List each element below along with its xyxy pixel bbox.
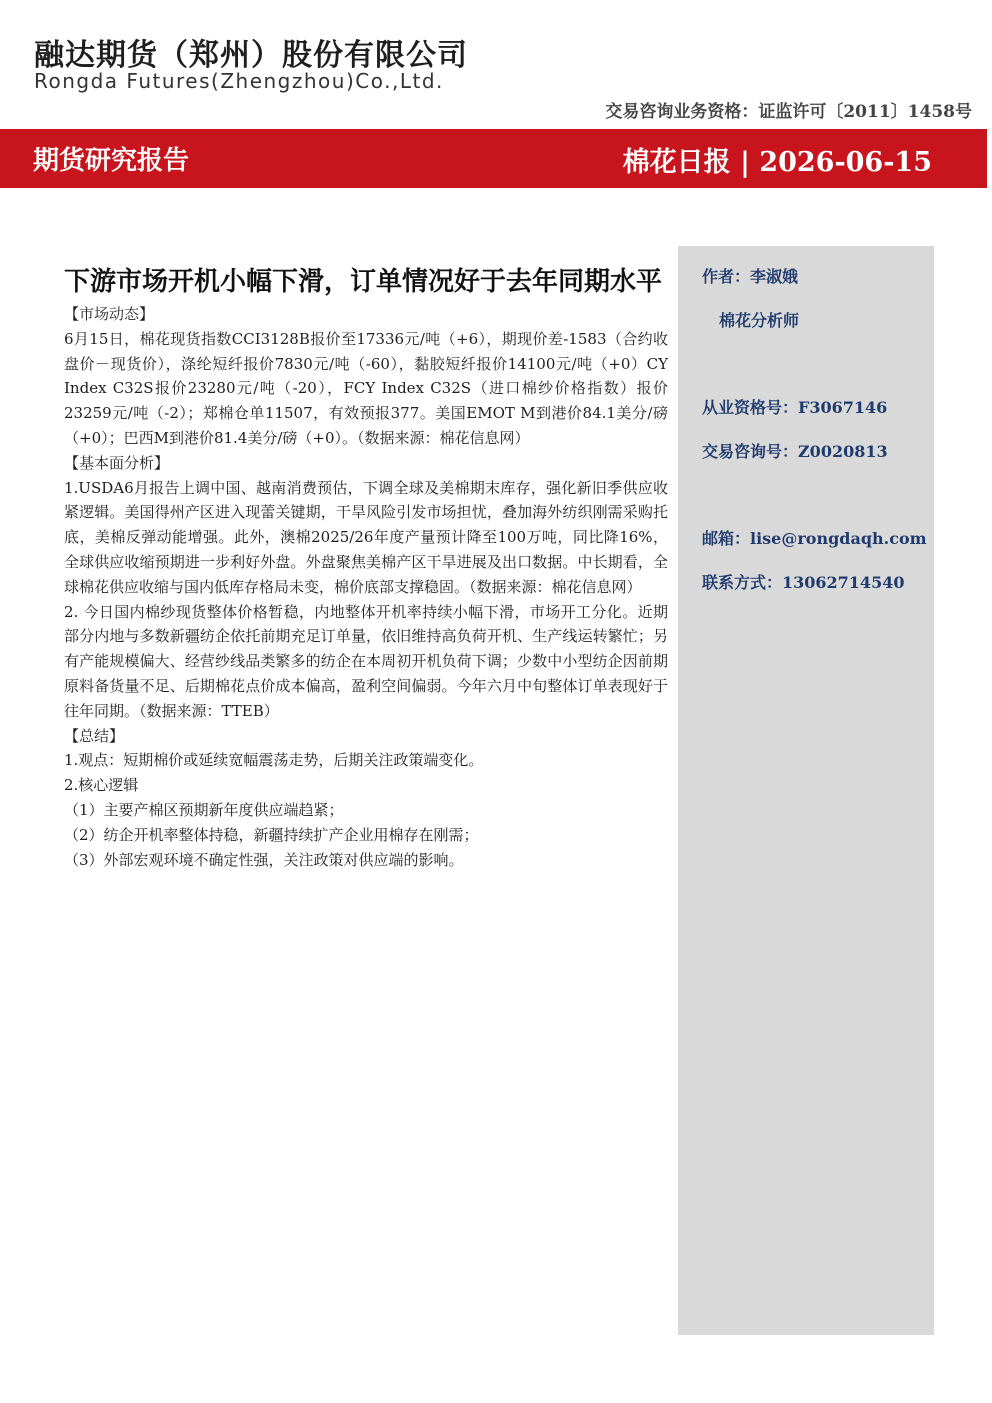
section-heading-summary: 【总结】 bbox=[64, 726, 125, 745]
report-body bbox=[64, 262, 668, 872]
author-role: 棉花分析师 bbox=[719, 311, 800, 330]
author-sidebar bbox=[678, 246, 934, 1335]
license-info: 交易咨询业务资格：证监许可〔2011〕1458号 bbox=[605, 102, 972, 122]
report-title-date: 棉花日报 | 2026-06-15 bbox=[622, 147, 932, 178]
logic-item-1: （1）主要产棉区预期新年度供应端趋紧； bbox=[64, 800, 344, 819]
market-paragraph: 6月15日，棉花现货指数CCI3128B报价至17336元/吨（+6），期现价差-1583（合约收盘价－现货价），涤纶短纤报价7830元/吨（-60），黏胶短纤报价14100元/吨（+0）CY Index C32S报价23280元/吨（-20），FCY Index C32S（进口棉纱价格指数）报价23259元/吨（-2）；郑棉仓单11507，有效预报377。美国EMOT M到港价84.1美分/磅（+0）；巴西M到港价81.4美分/磅（+0）。（数据来源：棉花信息网） bbox=[64, 329, 668, 447]
company-name-cn: 融达期货（郑州）股份有限公司 bbox=[34, 38, 468, 73]
author-email[interactable]: 邮箱：lise@rongdaqh.com bbox=[702, 529, 927, 548]
section-heading-market: 【市场动态】 bbox=[64, 305, 155, 323]
header-banner bbox=[0, 129, 987, 188]
fundamentals-paragraph-2: 2. 今日国内棉纱现货整体价格暂稳，内地整体开机率持续小幅下滑，市场开工分化。近期部分内地与多数新疆纺企依托前期充足订单量，依旧维持高负荷开机、生产线运转繁忙；另有产能规模偏大、经营纱线品类繁多的纺企在本周初开机负荷下调；少数中小型纺企因前期原料备货量不足、后期棉花点价成本偏高，盈利空间偏弱。今年六月中旬整体订单表现好于往年同期。（数据来源：TTEB） bbox=[64, 602, 668, 720]
author-name: 作者：李淑娥 bbox=[702, 267, 799, 286]
logic-item-3: （3）外部宏观环境不确定性强，关注政策对供应端的影响。 bbox=[64, 850, 464, 869]
qualification-number: 从业资格号：F3067146 bbox=[702, 398, 888, 417]
summary-logic-heading: 2.核心逻辑 bbox=[64, 776, 139, 795]
section-heading-fundamentals: 【基本面分析】 bbox=[64, 453, 170, 472]
fundamentals-paragraph-1: 1.USDA6月报告上调中国、越南消费预估，下调全球及美棉期末库存，强化新旧季供应收紧逻辑。美国得州产区进入现蕾关键期，干旱风险引发市场担忧，叠加海外纺织刚需采购托底，美棉反弹动能增强。此外，澳棉2025/26年度产量预计降至100万吨，同比降16%，全球供应收缩预期进一步利好外盘。外盘聚焦美棉产区干旱进展及出口数据。中长期看，全球棉花供应收缩与国内低库存格局未变，棉价底部支撑稳固。（数据来源：棉花信息网） bbox=[64, 478, 668, 596]
company-name-en: Rongda Futures(Zhengzhou)Co.,Ltd. bbox=[34, 69, 444, 93]
author-phone: 联系方式：13062714540 bbox=[702, 573, 905, 592]
logic-item-2: （2）纺企开机率整体持稳，新疆持续扩产企业用棉存在刚需； bbox=[64, 825, 479, 844]
report-type: 期货研究报告 bbox=[33, 146, 190, 176]
consult-number: 交易咨询号：Z0020813 bbox=[702, 442, 888, 461]
report-headline: 下游市场开机小幅下滑，订单情况好于去年同期水平 bbox=[64, 267, 663, 297]
summary-view: 1.观点：短期棉价或延续宽幅震荡走势，后期关注政策端变化。 bbox=[64, 751, 484, 770]
